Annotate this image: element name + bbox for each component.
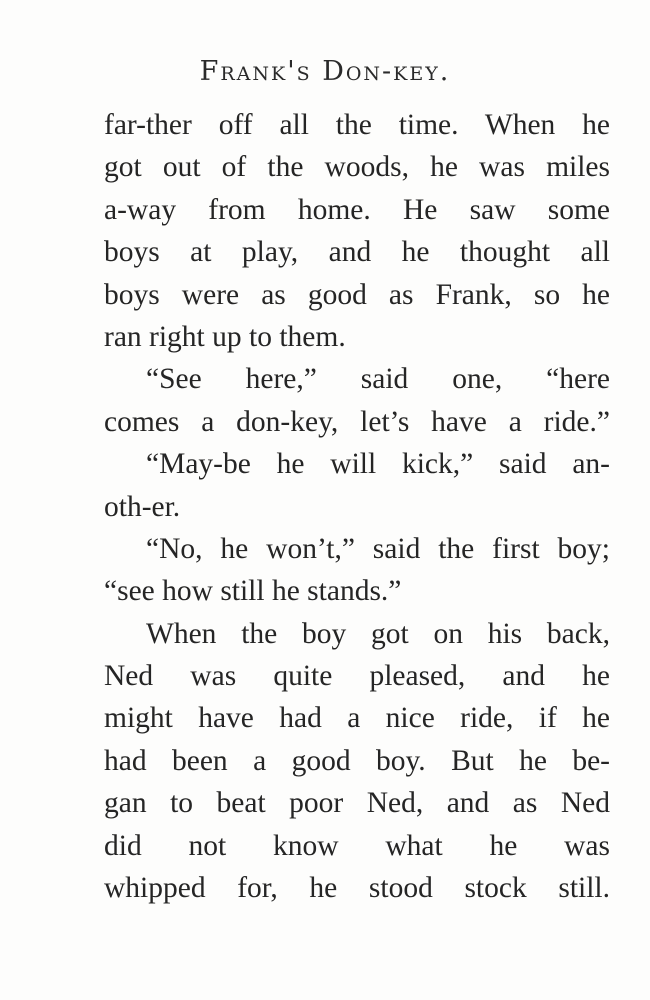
text-line: Ned was quite pleased, and he: [104, 660, 610, 693]
text-line: whipped for, he stood stock still.: [104, 872, 610, 905]
text-line: boys at play, and he thought all: [104, 236, 610, 269]
text-line: comes a don-key, let’s have a ride.”: [104, 405, 610, 438]
text-line: “May-be he will kick,” said an-: [146, 448, 610, 481]
body-text: [104, 104, 610, 909]
text-line: got out of the woods, he was miles: [104, 151, 610, 184]
text-line: When the boy got on his back,: [146, 617, 610, 650]
text-line: did not know what he was: [104, 829, 610, 862]
text-line: had been a good boy. But he be-: [104, 744, 610, 777]
text-line: “see how still he stands.”: [104, 575, 402, 608]
text-line: boys were as good as Frank, so he: [104, 278, 610, 311]
text-line: might have had a nice ride, if he: [104, 702, 610, 735]
text-line: ran right up to them.: [104, 320, 346, 353]
text-line: oth-er.: [104, 490, 181, 523]
text-line: “See here,” said one, “here: [146, 363, 610, 396]
text-line: far-ther off all the time. When he: [104, 109, 610, 141]
text-line: a-way from home. He saw some: [104, 193, 610, 226]
text-line: gan to beat poor Ned, and as Ned: [104, 787, 610, 820]
running-head: Frank's Don-key.: [199, 56, 451, 87]
text-line: “No, he won’t,” said the first boy;: [146, 532, 610, 565]
